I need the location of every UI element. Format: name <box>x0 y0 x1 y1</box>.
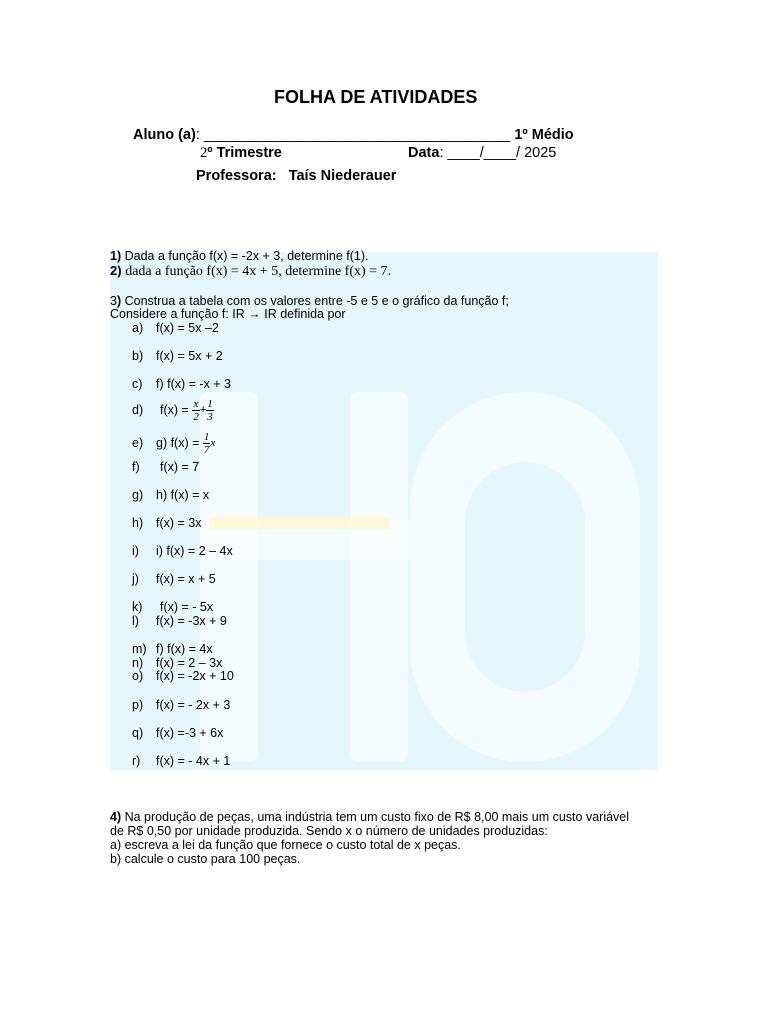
list-item <box>132 349 223 363</box>
item-label: r) <box>132 754 141 768</box>
item-text: f(x) = <box>160 403 189 417</box>
question-4 <box>110 810 629 824</box>
list-item <box>132 321 219 335</box>
item-text: f(x) = - 5x <box>160 600 214 614</box>
item-text: i) f(x) = 2 – 4x <box>156 544 233 558</box>
item-label: k) <box>132 600 143 614</box>
item-label: b) <box>132 349 144 363</box>
item-text: f(x) = - 4x + 1 <box>156 754 231 768</box>
question-3-subtext: Considere a função f: IR → IR definida por <box>110 307 346 321</box>
item-label: d) <box>132 403 144 417</box>
item-label: i) <box>132 544 139 558</box>
item-label: l) <box>132 614 139 628</box>
question-number: 4) <box>110 810 122 824</box>
list-item <box>132 669 234 683</box>
date-line <box>408 145 556 161</box>
question-text: Na produção de peças, uma indústria tem um custo fixo de R$ 8,00 mais um custo variável <box>124 810 630 824</box>
list-item <box>132 488 209 502</box>
aluno-blank: : ______________________________________ <box>195 127 511 143</box>
list-item <box>132 377 231 391</box>
list-item <box>132 516 202 530</box>
fraction-variable: x <box>210 437 216 449</box>
grade-label: 1º Médio <box>514 127 574 143</box>
item-label: g) <box>132 488 144 502</box>
item-text: f(x) = - 2x + 3 <box>156 698 231 712</box>
item-label: m) <box>132 642 147 656</box>
trimester-number: 2 <box>200 145 208 161</box>
list-item <box>132 754 230 768</box>
question-1 <box>110 249 368 263</box>
list-item <box>132 427 215 459</box>
item-label: q) <box>132 726 144 740</box>
list-item <box>132 656 222 670</box>
trimester-label: º Trimestre <box>207 145 282 161</box>
question-3 <box>110 294 509 308</box>
item-label: o) <box>132 669 144 683</box>
question-number-paren: ) <box>116 294 122 308</box>
question-text: Dada a função f(x) = -2x + 3, determine f(1). <box>124 249 369 263</box>
item-label: a) <box>132 321 144 335</box>
question-text: Construa a tabela com os valores entre -5 e 5 e o gráfico da função f; <box>124 294 509 308</box>
item-label: c) <box>132 377 143 391</box>
list-item <box>132 726 223 740</box>
watermark-shape <box>210 517 390 529</box>
item-text: g) f(x) = <box>156 436 200 450</box>
question-4-part-b: b) calcule o custo para 100 peças. <box>110 852 301 866</box>
date-label: Data <box>408 145 440 161</box>
item-label: f) <box>132 460 140 474</box>
item-label: e) <box>132 436 144 450</box>
item-text: f(x) = -3x + 9 <box>156 614 227 628</box>
item-text: f(x) = 5x –2 <box>156 321 219 335</box>
list-item <box>132 572 216 586</box>
fraction-denominator: 7 <box>203 443 210 456</box>
page-title: FOLHA DE ATIVIDADES <box>274 87 478 107</box>
question-number: 2) <box>110 263 122 278</box>
list-item <box>132 614 227 628</box>
list-item <box>132 600 213 614</box>
item-text: f(x) = 7 <box>160 460 200 474</box>
list-item <box>132 544 233 558</box>
item-text: f(x) = 3x <box>156 516 202 530</box>
item-label: h) <box>132 516 144 530</box>
list-item <box>132 394 214 426</box>
question-4-part-a: a) escreva a lei da função que fornece o custo total de x peças. <box>110 838 461 852</box>
question-2 <box>110 263 391 280</box>
teacher-name: Taís Niederauer <box>288 168 397 184</box>
fraction-numerator: 1 <box>203 430 210 443</box>
list-item <box>132 460 199 474</box>
teacher-line <box>196 168 396 184</box>
teacher-label: Professora: <box>196 168 277 184</box>
question-number: 1) <box>110 249 122 263</box>
item-text: f) f(x) = 4x <box>156 642 213 656</box>
item-text: f(x) = 5x + 2 <box>156 349 223 363</box>
fraction-numerator: 1 <box>207 397 213 410</box>
fraction-denominator: 2 <box>193 410 199 423</box>
date-blank: : ____/____/ 2025 <box>439 145 557 161</box>
fraction <box>192 398 200 423</box>
watermark-shape <box>350 392 408 762</box>
item-label: p) <box>132 698 144 712</box>
item-label: j) <box>132 572 139 586</box>
question-text: dada a função f(x) = 4x + 5, determine f(x) = 7. <box>125 264 392 279</box>
aluno-label: Aluno (a) <box>133 127 196 143</box>
item-label: n) <box>132 656 144 670</box>
list-item <box>132 642 213 656</box>
trimester <box>200 145 282 162</box>
item-text: f(x) = -2x + 10 <box>156 669 234 683</box>
question-4-line: de R$ 0,50 por unidade produzida. Sendo x o número de unidades produzidas: <box>110 824 548 838</box>
plus-sign: + <box>199 404 207 416</box>
fraction-numerator: x <box>193 397 199 410</box>
fraction-denominator: 3 <box>207 410 213 423</box>
item-text: f) f(x) = -x + 3 <box>156 377 232 391</box>
watermark-shape <box>465 462 585 692</box>
item-text: f(x) = x + 5 <box>156 572 216 586</box>
list-item <box>132 698 230 712</box>
question-number: 3 <box>110 294 117 308</box>
item-text: h) f(x) = x <box>156 488 210 502</box>
item-text: f(x) =-3 + 6x <box>156 726 224 740</box>
student-line <box>133 127 574 143</box>
item-text: f(x) = 2 – 3x <box>156 656 223 670</box>
fraction <box>206 398 214 423</box>
